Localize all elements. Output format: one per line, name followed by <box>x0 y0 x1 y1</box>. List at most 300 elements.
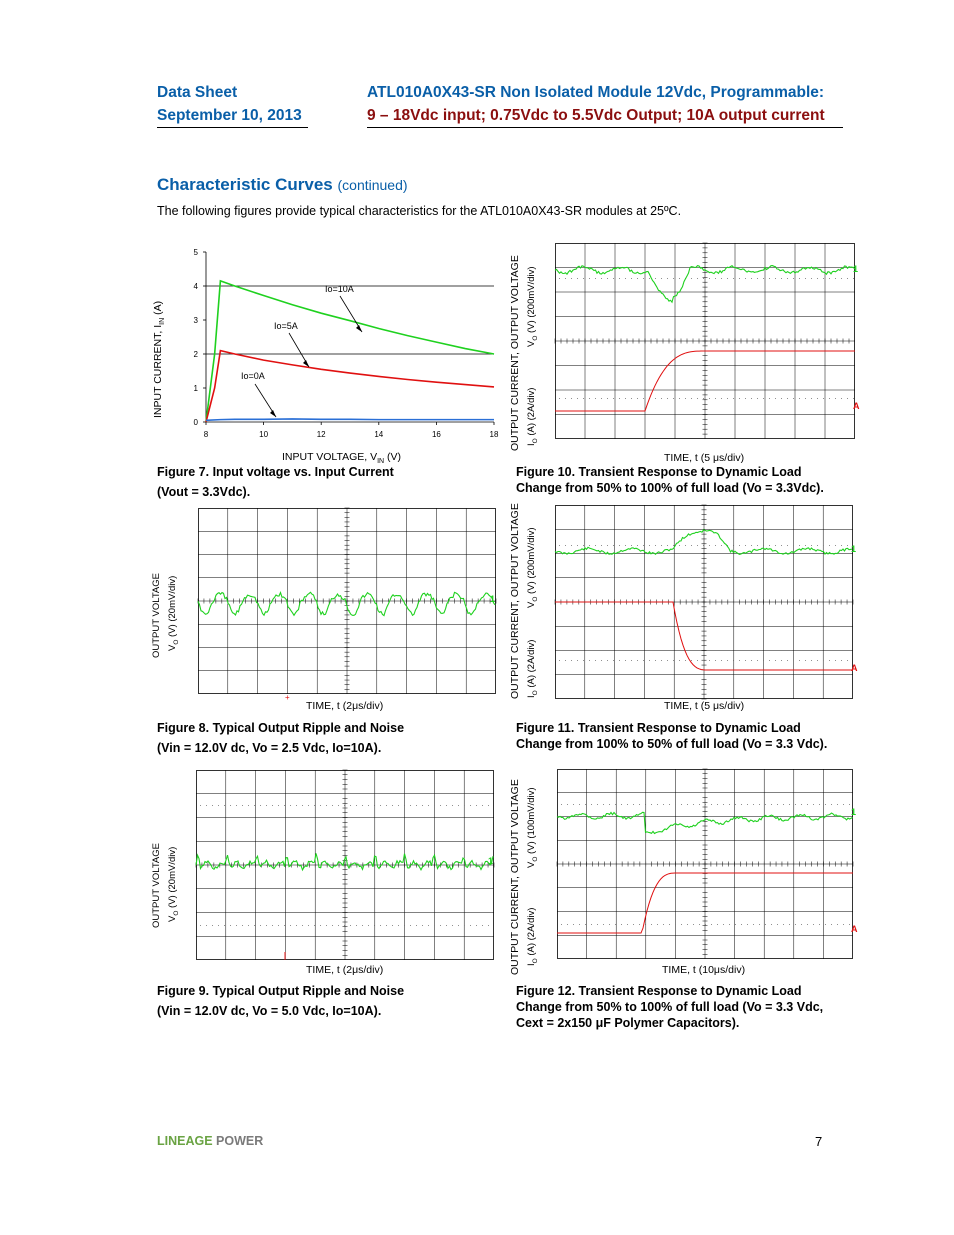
fig12-dot <box>585 924 586 925</box>
fig11-dot <box>703 660 704 661</box>
footer-brand <box>157 1134 263 1148</box>
fig11-dot <box>565 660 566 661</box>
fig12-dot <box>819 924 820 925</box>
fig12-dot <box>759 924 760 925</box>
fig12-dot <box>627 804 628 805</box>
fig11-dot <box>679 660 680 661</box>
fig11-dot <box>715 545 716 546</box>
fig7-series-line-io-5a <box>206 351 494 422</box>
fig9-dot <box>386 925 387 926</box>
fig12-dot <box>753 924 754 925</box>
fig12-dot <box>807 924 808 925</box>
fig11-dot <box>721 545 722 546</box>
fig12-dot <box>837 924 838 925</box>
fig10-dot <box>613 398 614 399</box>
fig10-dot <box>793 398 794 399</box>
fig12-dot <box>747 924 748 925</box>
fig11-dot <box>829 660 830 661</box>
fig9-dot <box>374 925 375 926</box>
fig12-ylabel-outer: OUTPUT CURRENT, OUTPUT VOLTAGE <box>509 779 521 975</box>
fig12-dot <box>681 804 682 805</box>
fig9-dot <box>458 805 459 806</box>
fig10-dot <box>835 278 836 279</box>
fig7-xtick-label-12: 12 <box>316 430 326 439</box>
fig9-dot <box>266 805 267 806</box>
fig10-dot <box>613 278 614 279</box>
fig11-dot <box>643 545 644 546</box>
fig10-dot <box>661 398 662 399</box>
fig9-dot <box>242 805 243 806</box>
fig11-dot <box>769 660 770 661</box>
fig11-dot <box>847 660 848 661</box>
fig9-dot <box>230 805 231 806</box>
fig11-ylabel-current: $I_O$ (A) (2A/div) <box>526 639 539 698</box>
fig12-dot <box>651 804 652 805</box>
fig9-dot <box>284 805 285 806</box>
fig9-dot <box>368 805 369 806</box>
fig10-dot <box>763 278 764 279</box>
fig9-dot <box>254 805 255 806</box>
fig9-dot <box>404 805 405 806</box>
fig9-dot <box>362 805 363 806</box>
fig10-dot <box>601 278 602 279</box>
fig12-dot <box>561 804 562 805</box>
fig7-label-io10: Io=10A <box>325 284 354 294</box>
fig11-dot <box>745 545 746 546</box>
fig10-dot <box>829 398 830 399</box>
fig12-dot <box>615 804 616 805</box>
fig10-dot <box>643 278 644 279</box>
fig12-dot <box>663 924 664 925</box>
fig7-xtick-label-16: 16 <box>431 430 441 439</box>
fig11-dot <box>727 660 728 661</box>
fig7-xtick-label-18: 18 <box>489 430 499 439</box>
fig11-dot <box>823 660 824 661</box>
fig11-dot <box>661 660 662 661</box>
fig11-dot <box>835 545 836 546</box>
fig9-dot <box>356 925 357 926</box>
fig11-dot <box>799 660 800 661</box>
fig10-dot <box>775 278 776 279</box>
fig9-channel-marker: 1 <box>488 856 494 866</box>
fig9-dot <box>242 925 243 926</box>
fig10-dot <box>835 398 836 399</box>
fig7-series-line-io-0a <box>206 419 494 420</box>
fig9-dot <box>212 925 213 926</box>
fig12-dot <box>801 924 802 925</box>
fig11-dot <box>829 545 830 546</box>
fig9-dot <box>410 925 411 926</box>
fig11-dot <box>667 660 668 661</box>
fig11-dot <box>685 545 686 546</box>
fig9-dot <box>386 805 387 806</box>
fig9-dot <box>476 805 477 806</box>
fig11-dot <box>835 660 836 661</box>
fig10-dot <box>721 398 722 399</box>
fig12-dot <box>777 924 778 925</box>
fig11-dot <box>733 660 734 661</box>
fig10-scope <box>555 243 860 439</box>
fig11-dot <box>769 545 770 546</box>
fig12-dot <box>657 804 658 805</box>
fig7-series <box>206 281 494 422</box>
fig11-dot <box>709 660 710 661</box>
fig11-dot <box>847 545 848 546</box>
fig9-dot <box>266 925 267 926</box>
fig12-dot <box>603 804 604 805</box>
fig11-dot <box>793 545 794 546</box>
fig11-dot <box>595 660 596 661</box>
fig12-dot <box>663 804 664 805</box>
fig12-dot <box>735 804 736 805</box>
fig12-channel1-marker: 1 <box>851 807 857 817</box>
fig9-dot <box>302 805 303 806</box>
fig12-dot <box>693 924 694 925</box>
fig11-dot <box>823 545 824 546</box>
header-product-subtitle: 9 – 18Vdc input; 0.75Vdc to 5.5Vdc Output; 10A output current <box>367 107 825 124</box>
fig9-dot <box>278 805 279 806</box>
fig10-dot <box>769 398 770 399</box>
fig8-ylabel-line2: $V_O$ (V) (20mV/div) <box>167 575 180 651</box>
fig9-dot <box>236 805 237 806</box>
fig11-dot <box>685 660 686 661</box>
fig9-dot <box>446 925 447 926</box>
fig12-dot <box>849 804 850 805</box>
fig11-dot <box>817 660 818 661</box>
fig12-channelA-marker: A <box>851 924 858 934</box>
fig7-chart <box>150 240 500 440</box>
fig10-dot <box>571 278 572 279</box>
fig10-dot <box>853 278 854 279</box>
fig12-dot <box>813 804 814 805</box>
fig11-dot <box>613 545 614 546</box>
fig9-dot <box>440 925 441 926</box>
fig9-dot <box>350 805 351 806</box>
fig12-dot <box>783 924 784 925</box>
fig12-dot <box>627 924 628 925</box>
fig12-dot <box>759 804 760 805</box>
fig11-dot <box>751 545 752 546</box>
fig10-dot <box>721 278 722 279</box>
fig12-dot <box>633 804 634 805</box>
fig7-ticks <box>194 248 499 439</box>
fig11-dot <box>751 660 752 661</box>
fig9-dot <box>392 925 393 926</box>
fig9-dot <box>218 925 219 926</box>
fig9-dot <box>380 805 381 806</box>
fig11-dot <box>757 545 758 546</box>
fig7-caption: Figure 7. Input voltage vs. Input Current (Vout = 3.3Vdc). <box>157 465 394 499</box>
fig9-dot <box>482 925 483 926</box>
fig12-dot <box>717 924 718 925</box>
fig9-dot <box>422 925 423 926</box>
fig10-dot <box>619 398 620 399</box>
fig9-dot <box>458 925 459 926</box>
fig9-dot <box>338 925 339 926</box>
fig11-dot <box>655 660 656 661</box>
fig10-dot <box>667 398 668 399</box>
fig7-ytick-label-5: 5 <box>193 248 198 257</box>
fig12-dot <box>591 804 592 805</box>
fig12-dot <box>705 804 706 805</box>
fig12-dot <box>789 804 790 805</box>
fig9-dot <box>206 925 207 926</box>
fig12-dot <box>573 924 574 925</box>
fig12-dot <box>675 804 676 805</box>
fig10-dot <box>583 398 584 399</box>
fig10-ylabel-current: $I_O$ (A) (2A/div) <box>526 387 539 446</box>
fig7-xtick-label-14: 14 <box>374 430 384 439</box>
fig9-dot <box>308 805 309 806</box>
fig11-dot <box>559 545 560 546</box>
fig12-dot <box>585 804 586 805</box>
fig10-xlabel: TIME, t (5 μs/div) <box>664 452 745 464</box>
fig12-dot <box>843 924 844 925</box>
fig12-caption: Figure 12. Transient Response to Dynamic Load Change from 50% to 100% of full load (Vo = 3.3 Vdc, Cext = 2x150 μF Polymer Capacitors). <box>516 984 824 1030</box>
fig10-dot <box>565 278 566 279</box>
fig10-dot <box>655 278 656 279</box>
fig11-dot <box>601 660 602 661</box>
fig10-dot <box>685 398 686 399</box>
fig10-dot <box>781 278 782 279</box>
fig10-dot <box>829 278 830 279</box>
fig9-dot <box>302 925 303 926</box>
fig9-dot <box>410 805 411 806</box>
fig10-dot <box>817 398 818 399</box>
fig12-dot <box>573 804 574 805</box>
fig10-ylabel-outer: OUTPUT CURRENT, OUTPUT VOLTAGE <box>509 255 521 451</box>
fig9-dot <box>428 925 429 926</box>
fig12-dot <box>651 924 652 925</box>
fig10-dot <box>751 278 752 279</box>
fig10-dot <box>571 398 572 399</box>
fig9-dot <box>338 805 339 806</box>
header-product-title: ATL010A0X43-SR Non Isolated Module 12Vdc, Programmable: <box>367 84 825 101</box>
fig12-dot <box>777 804 778 805</box>
fig9-dot <box>224 925 225 926</box>
fig12-dot <box>801 804 802 805</box>
fig8-caption: Figure 8. Typical Output Ripple and Noise (Vin = 12.0V dc, Vo = 2.5 Vdc, Io=10A). <box>157 721 405 755</box>
fig8-scope <box>198 508 496 702</box>
fig12-dot <box>699 924 700 925</box>
fig9-dot <box>476 925 477 926</box>
fig10-dot <box>799 278 800 279</box>
fig10-dot <box>631 398 632 399</box>
fig11-dot <box>571 545 572 546</box>
fig11-dot <box>631 660 632 661</box>
fig12-dot <box>609 804 610 805</box>
fig10-dot <box>655 398 656 399</box>
fig9-xlabel: TIME, t (2μs/div) <box>306 964 384 976</box>
fig10-dot <box>757 278 758 279</box>
fig12-dot <box>705 924 706 925</box>
fig10-dot <box>637 278 638 279</box>
fig9-dot <box>272 805 273 806</box>
fig9-dot <box>260 805 261 806</box>
fig10-dot <box>589 278 590 279</box>
fig11-dot <box>589 545 590 546</box>
fig10-dot <box>853 398 854 399</box>
fig12-dot <box>645 804 646 805</box>
fig9-dot <box>278 925 279 926</box>
fig10-dot <box>769 278 770 279</box>
section-intro: The following figures provide typical characteristics for the ATL010A0X43-SR modules at 25ºC. <box>157 204 682 218</box>
fig11-ylabel-outer: OUTPUT CURRENT, OUTPUT VOLTAGE <box>509 503 521 699</box>
fig11-dot <box>631 545 632 546</box>
fig10-dot <box>637 398 638 399</box>
fig9-dot <box>332 925 333 926</box>
section-title-text: Characteristic Curves <box>157 175 333 194</box>
fig9-dot <box>326 925 327 926</box>
fig11-dot <box>787 545 788 546</box>
fig7-ytick-label-4: 4 <box>193 282 198 291</box>
fig7-xtick-label-8: 8 <box>203 430 209 439</box>
fig7-grid <box>206 252 494 422</box>
fig12-dot <box>633 924 634 925</box>
fig11-dot <box>757 660 758 661</box>
fig10-dot <box>763 398 764 399</box>
fig7-ytick-label-0: 0 <box>193 418 198 427</box>
fig9-scope <box>196 770 494 960</box>
fig12-dot <box>747 804 748 805</box>
fig10-dot <box>739 398 740 399</box>
fig11-dot <box>841 660 842 661</box>
fig10-dot <box>841 398 842 399</box>
fig10-dot <box>649 278 650 279</box>
fig12-dot <box>735 924 736 925</box>
fig10-dot <box>667 278 668 279</box>
fig10-dot <box>607 278 608 279</box>
fig11-dot <box>571 660 572 661</box>
fig12-dot <box>621 804 622 805</box>
page-number: 7 <box>815 1134 823 1149</box>
fig12-dot <box>765 924 766 925</box>
fig12-dot <box>615 924 616 925</box>
fig12-dot <box>669 924 670 925</box>
fig10-dot <box>733 398 734 399</box>
fig10-dot <box>805 278 806 279</box>
fig11-dot <box>745 660 746 661</box>
fig10-dot <box>847 278 848 279</box>
fig10-dot <box>679 398 680 399</box>
fig9-dot <box>248 925 249 926</box>
fig10-dot <box>703 278 704 279</box>
fig12-dot <box>669 804 670 805</box>
fig10-dot <box>709 278 710 279</box>
fig9-dot <box>332 805 333 806</box>
fig9-ylabel-line1: OUTPUT VOLTAGE <box>151 843 162 928</box>
fig10-dot <box>595 398 596 399</box>
fig10-dot <box>823 398 824 399</box>
fig9-dot <box>488 925 489 926</box>
fig10-dot <box>559 398 560 399</box>
fig12-dot <box>717 804 718 805</box>
fig11-channelA-marker: A <box>851 663 858 673</box>
fig9-dot <box>350 925 351 926</box>
fig9-dot <box>434 805 435 806</box>
fig11-dot <box>637 545 638 546</box>
section-title <box>157 175 408 195</box>
fig10-dot <box>781 398 782 399</box>
fig9-dot <box>290 805 291 806</box>
fig11-dot <box>625 545 626 546</box>
fig12-dot <box>687 924 688 925</box>
fig12-dot <box>681 924 682 925</box>
fig11-dot <box>775 545 776 546</box>
fig10-dot <box>577 278 578 279</box>
fig12-dot <box>849 924 850 925</box>
fig9-dot <box>344 805 345 806</box>
fig11-dot <box>589 660 590 661</box>
fig11-dot <box>781 660 782 661</box>
fig12-dot <box>687 804 688 805</box>
fig9-dot <box>326 805 327 806</box>
fig9-caption: Figure 9. Typical Output Ripple and Noise (Vin = 12.0V dc, Vo = 5.0 Vdc, Io=10A). <box>157 984 405 1018</box>
fig11-dot <box>781 545 782 546</box>
fig11-dot <box>811 660 812 661</box>
fig9-dot <box>434 925 435 926</box>
fig11-dot <box>697 660 698 661</box>
fig12-dot <box>843 804 844 805</box>
fig12-dot <box>789 924 790 925</box>
fig9-dot <box>308 925 309 926</box>
fig9-dot <box>416 805 417 806</box>
fig11-dot <box>811 545 812 546</box>
fig11-dot <box>649 660 650 661</box>
fig10-dot <box>715 278 716 279</box>
fig11-dot <box>607 545 608 546</box>
fig12-dot <box>825 924 826 925</box>
fig9-dot <box>284 925 285 926</box>
fig11-dot <box>739 545 740 546</box>
fig12-dot <box>831 924 832 925</box>
fig12-dot <box>579 924 580 925</box>
fig11-dot <box>805 660 806 661</box>
fig11-dot <box>715 660 716 661</box>
fig12-dot <box>693 804 694 805</box>
fig12-ylabel-current: $I_O$ (A) (2A/div) <box>526 907 539 966</box>
fig11-dot <box>787 660 788 661</box>
fig12-dot <box>711 924 712 925</box>
fig11-dot <box>721 660 722 661</box>
fig10-dot <box>823 278 824 279</box>
fig9-dot <box>482 805 483 806</box>
fig12-dot <box>753 804 754 805</box>
fig9-dot <box>320 925 321 926</box>
fig10-dot <box>733 278 734 279</box>
fig11-dot <box>691 660 692 661</box>
fig10-dot <box>793 278 794 279</box>
fig10-dot <box>673 278 674 279</box>
fig12-dot <box>657 924 658 925</box>
fig9-dot <box>464 925 465 926</box>
fig11-dot <box>655 545 656 546</box>
footer-brand-power: POWER <box>212 1134 264 1148</box>
fig7-ytick-label-2: 2 <box>193 350 198 359</box>
fig11-dot <box>625 660 626 661</box>
fig10-dot <box>583 278 584 279</box>
fig10-dot <box>595 278 596 279</box>
fig11-dot <box>619 660 620 661</box>
fig9-dot <box>236 925 237 926</box>
fig11-dot <box>619 545 620 546</box>
fig9-dot <box>398 805 399 806</box>
fig10-dot <box>775 398 776 399</box>
fig11-dot <box>691 545 692 546</box>
fig11-dot <box>697 545 698 546</box>
fig9-dot <box>398 925 399 926</box>
fig12-dot <box>741 924 742 925</box>
